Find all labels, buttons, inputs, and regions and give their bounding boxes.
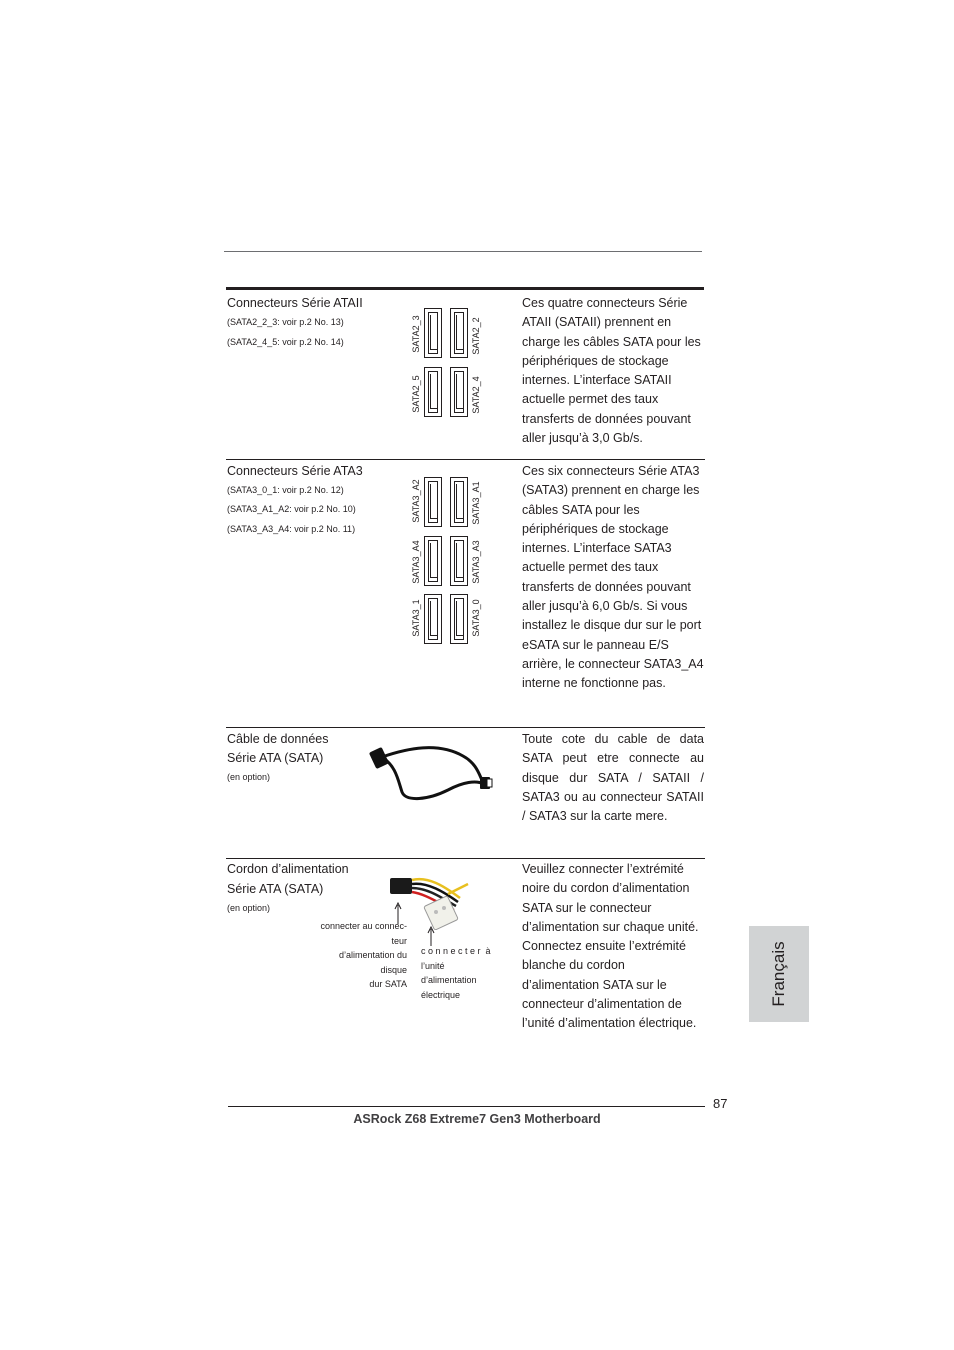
section-ref: (SATA3_A3_A4: voir p.2 No. 11)	[227, 524, 356, 534]
connector-label: SATA3_0	[471, 599, 481, 637]
section-ref: (SATA3_0_1: voir p.2 No. 12)	[227, 485, 344, 495]
connector-label: SATA3_A1	[471, 481, 481, 525]
connector-label: SATA3_A3	[471, 540, 481, 584]
footer-rule	[228, 1106, 705, 1107]
footer-text: ASRock Z68 Extreme7 Gen3 Motherboard	[353, 1112, 601, 1126]
sata-connector-icon	[450, 477, 468, 527]
connector-label: SATA2_3	[411, 315, 421, 353]
sata-connector-icon	[450, 594, 468, 644]
connector-label: SATA3_A4	[411, 540, 421, 584]
callout-right: c o n n e c t e r à l’unité d’alimentation électrique	[421, 946, 491, 1000]
row-divider	[226, 727, 705, 728]
sata-connector-icon	[424, 477, 442, 527]
section-description: Veuillez connecter l’extrémité noire du cordon d’alimentation SATA sur le connecteur d’alimentation sur chaque unité. Connectez ensuite l’extrémité blanche du cordon d’alimentation SATA sur le connecteur d’alimentation de l’unité d’alimentation électrique.	[522, 862, 699, 1031]
section-title: Connecteurs Série ATA3	[227, 464, 363, 478]
section-ref: (SATA3_A1_A2: voir p.2 No. 10)	[227, 504, 356, 514]
section-title-line: Série ATA (SATA)	[227, 882, 324, 896]
sata-connector-icon	[450, 367, 468, 417]
header-rule	[224, 251, 702, 252]
row-divider	[226, 459, 705, 460]
connector-label: SATA2_4	[471, 376, 481, 414]
option-note: (en option)	[227, 903, 271, 913]
page-number: 87	[713, 1096, 728, 1111]
option-note: (en option)	[227, 772, 271, 782]
row-divider	[226, 858, 705, 859]
connector-label: SATA3_A2	[411, 479, 421, 523]
section-title-line: Câble de données	[227, 732, 329, 746]
section-ref: (SATA2_4_5: voir p.2 No. 14)	[227, 337, 344, 347]
section-title-line: Cordon d’alimentation	[227, 862, 349, 876]
sata-connector-icon	[424, 367, 442, 417]
section-ref: (SATA2_2_3: voir p.2 No. 13)	[227, 317, 344, 327]
sata-connector-icon	[450, 308, 468, 358]
connector-label: SATA2_2	[471, 317, 481, 355]
connector-label: SATA2_5	[411, 375, 421, 413]
language-tab-label: Français	[769, 941, 788, 1007]
sata-connector-icon	[424, 594, 442, 644]
sata-connector-icon	[424, 536, 442, 586]
section-description: Toute cote du cable de data SATA peut etre connecte au disque dur SATA / SATAII / SATA3 ou au connecteur SATAII / SATA3 sur la carte mere.	[522, 732, 704, 824]
callout-left: connecter au connec- teur d’alimentation du disque dur SATA	[320, 921, 407, 989]
section-description: Ces quatre connecteurs Série ATAII (SATAII) prennent en charge les câbles SATA pour les périphériques de stockage internes. L’interface SATAII actuelle permet des taux transferts de données pouvant aller jusqu’à 3,0 Gb/s.	[522, 296, 701, 446]
sata-connector-icon	[450, 536, 468, 586]
connector-label: SATA3_1	[411, 599, 421, 637]
language-tab	[749, 926, 809, 1022]
sata-cable-image	[368, 744, 496, 804]
section-title-line: Série ATA (SATA)	[227, 751, 324, 765]
section-title: Connecteurs Série ATAII	[227, 296, 363, 310]
section-description: Ces six connecteurs Série ATA3 (SATA3) prennent en charge les câbles SATA pour les périphériques de stockage internes. L’interface SATA3 actuelle permet des taux transferts de données pouvant aller jusqu’à 6,0 Gb/s. Si vous installez le disque dur sur le port eSATA sur le panneau E/S arrière, le connecteur SATA3_A4 interne ne fonctionne pas.	[522, 464, 704, 691]
arrow-up-icon	[426, 926, 436, 946]
table-top-rule	[226, 287, 704, 290]
sata-connector-icon	[424, 308, 442, 358]
